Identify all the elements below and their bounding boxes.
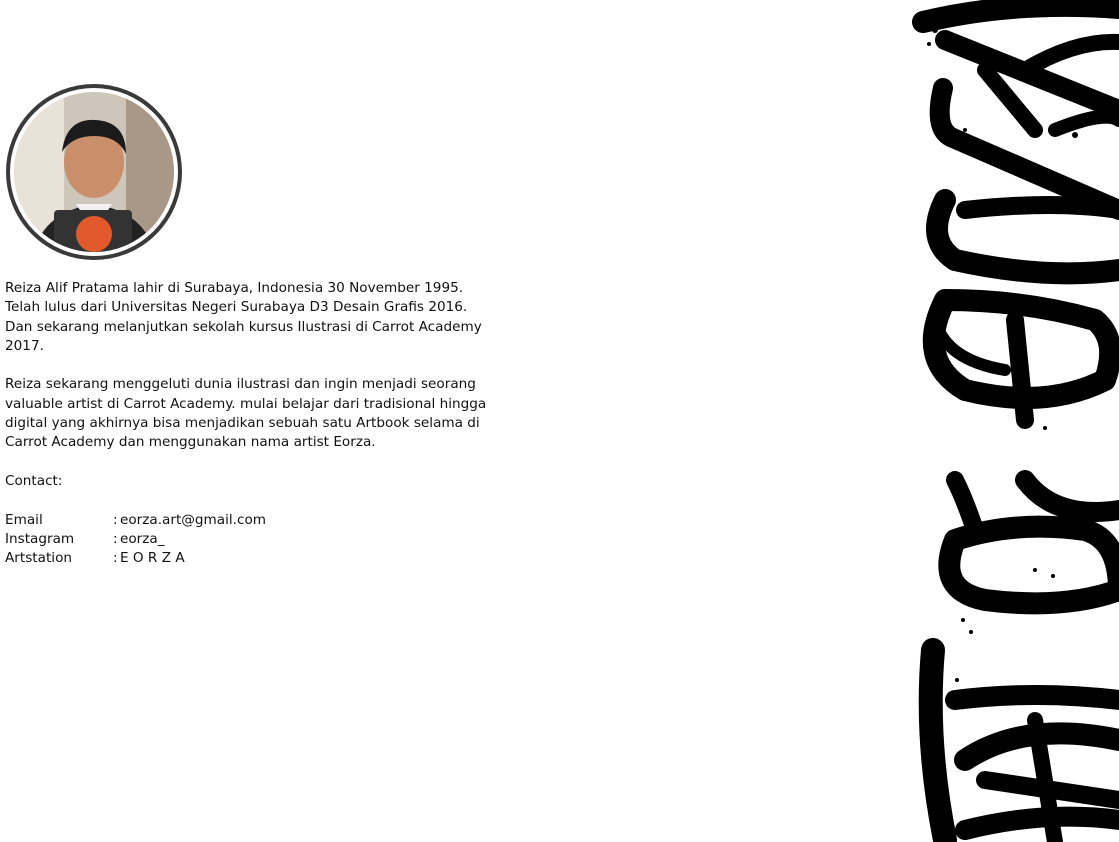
contact-value-instagram[interactable]: eorza_	[120, 530, 165, 547]
contact-label: Instagram	[5, 530, 75, 547]
avatar	[6, 84, 182, 260]
contact-row-instagram	[5, 530, 495, 549]
contact-label: Email	[5, 511, 43, 528]
contact-label: Artstation	[5, 550, 72, 567]
art-of-eorza-logo	[905, 0, 1119, 842]
bio-section	[5, 279, 495, 568]
contact-row-email	[5, 511, 495, 530]
profile-photo	[14, 92, 174, 252]
person-illustration	[14, 92, 174, 252]
contact-separator: :	[113, 550, 118, 567]
bio-paragraph-career: Reiza sekarang menggeluti dunia ilustrasi dan ingin menjadi seorang valuable artist di Carrot Academy. mulai belajar dari tradisional hingga digital yang akhirnya bisa menjadikan sebuah satu Artbook selama di Carrot Academy dan menggunakan nama artist Eorza.	[5, 376, 487, 451]
brand-lettering	[905, 0, 1119, 842]
contact-heading: Contact:	[5, 472, 63, 489]
contact-value-artstation[interactable]: E O R Z A	[120, 550, 185, 567]
contact-row-artstation	[5, 549, 495, 568]
contact-value-email[interactable]: eorza.art@gmail.com	[120, 511, 267, 528]
contact-separator: :	[113, 530, 118, 547]
bio-paragraph-birth-education: Reiza Alif Pratama lahir di Surabaya, Indonesia 30 November 1995. Telah lulus dari Universitas Negeri Surabaya D3 Desain Grafis 2016. Dan sekarang melanjutkan sekolah kursus Ilustrasi di Carrot Academy 2017.	[5, 280, 482, 354]
contact-separator: :	[113, 511, 118, 528]
